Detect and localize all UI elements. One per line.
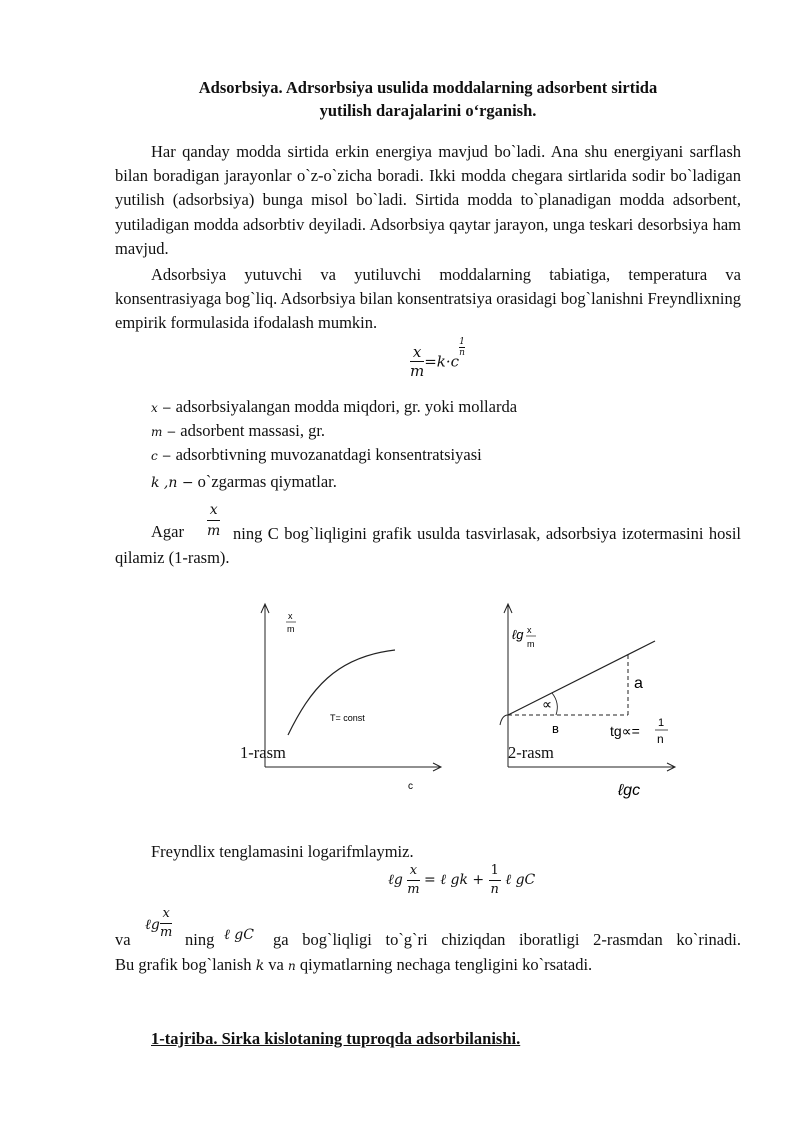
freundlich-formula [410, 337, 465, 380]
formula-fraction [410, 343, 424, 380]
title-line-2: yutilish darajalarini o‘rganish. [319, 101, 537, 120]
definition-k-n: k ,n − o`zgarmas qiymatlar. [151, 472, 337, 491]
title-line-1: Adsorbsiya. Adrsorbsiya usulida moddalarning adsorbent sirtida [198, 78, 658, 97]
fig1-y-label-num: x [288, 611, 293, 621]
fig1-y-label-den: m [287, 624, 295, 634]
log-formula: ℓg $\frac{x}{m}$ = ℓ gk + $\frac{1}{n}$ ℓ gC [388, 863, 536, 897]
figure-2 [500, 604, 675, 799]
exponent-denominator: n [459, 348, 465, 358]
figures [230, 595, 690, 805]
formula-denominator: m [410, 362, 425, 380]
definition-m: m − adsorbent massasi, gr. [151, 421, 326, 440]
fig2-x-label: ℓgc [618, 782, 641, 799]
figure-2-caption: 2-rasm [508, 743, 554, 762]
exponent-numerator: 1 [459, 337, 465, 347]
fig2-y-label-den: m [527, 639, 535, 649]
formula-rhs: =k·c [424, 352, 460, 371]
fig2-a-label: a [634, 675, 643, 692]
definition-c: c − adsorbtivning muvozanatdagi konsentratsiyasi [151, 445, 482, 464]
fig2-b-label: в [552, 721, 559, 736]
fig2-line [508, 641, 655, 715]
experiment-heading: 1-tajriba. Sirka kislotaning tuproqda adsorbilanishi. [151, 1029, 521, 1048]
paragraph-1: Har qanday modda sirtida erkin energiya mavjud bo`ladi. Ana shu energiyani sarflash bilan boradigan jarayonlar o`z-o`zicha boradi. Ikki modda chegara sirtlarida sodir bo`ladigan yutilish (adsorbsiya) bunga misol bo`ladi. Sirtida modda to`planadigan modda adsorbent, yutiladigan modda adsorbtiv deyiladi. Adsorbsiya qaytar jarayon, unga teskari desorbsiya ham mavjud. [115, 142, 741, 258]
formula-numerator: x [410, 343, 424, 362]
fig1-x-label: c [408, 781, 413, 792]
fig1-curve-label: T= const [330, 713, 365, 723]
agar-paragraph: ning C bog`liqligini grafik usulda tasvirlasak, adsorbsiya izotermasini hosil qilamiz (1-rasm). [115, 524, 741, 568]
fig2-tan-den: n [657, 732, 664, 746]
log-intro: Freyndlix tenglamasini logarifmlaymiz. [151, 842, 414, 861]
fig2-alpha-label: ∝ [542, 696, 553, 712]
fig2-tan-num: 1 [658, 717, 665, 729]
fig2-y-label-num: x [527, 625, 532, 635]
page-title [115, 76, 741, 122]
fig2-y-label: ℓg [512, 627, 524, 642]
agar-word: Agar [151, 522, 184, 541]
va-line: va ℓg x m ning ℓ gC ga bog`liqligi to`g`ri chiziqdan iboratligi 2-rasmdan ko`rinadi. [115, 906, 741, 949]
va-line-2: Bu grafik bog`lanish k va n qiymatlarning nechaga tengligini ko`rsatadi. [115, 955, 593, 974]
formula-exponent [459, 337, 465, 358]
figure-1 [261, 604, 441, 792]
figure-1-caption: 1-rasm [240, 743, 286, 762]
fig2-tan-label: tg∝= [610, 723, 640, 739]
definition-x: x − adsorbsiyalangan modda miqdori, gr. yoki mollarda [151, 397, 518, 416]
agar-fraction: x m [207, 502, 221, 539]
paragraph-2: Adsorbsiya yutuvchi va yutiluvchi moddalarning tabiatiga, temperatura va konsentrasiyaga bog`liq. Adsorbsiya bilan konsentratsiya orasidagi bog`lanishni Freyndlixning empirik formulasida ifodalash mumkin. [115, 265, 741, 333]
